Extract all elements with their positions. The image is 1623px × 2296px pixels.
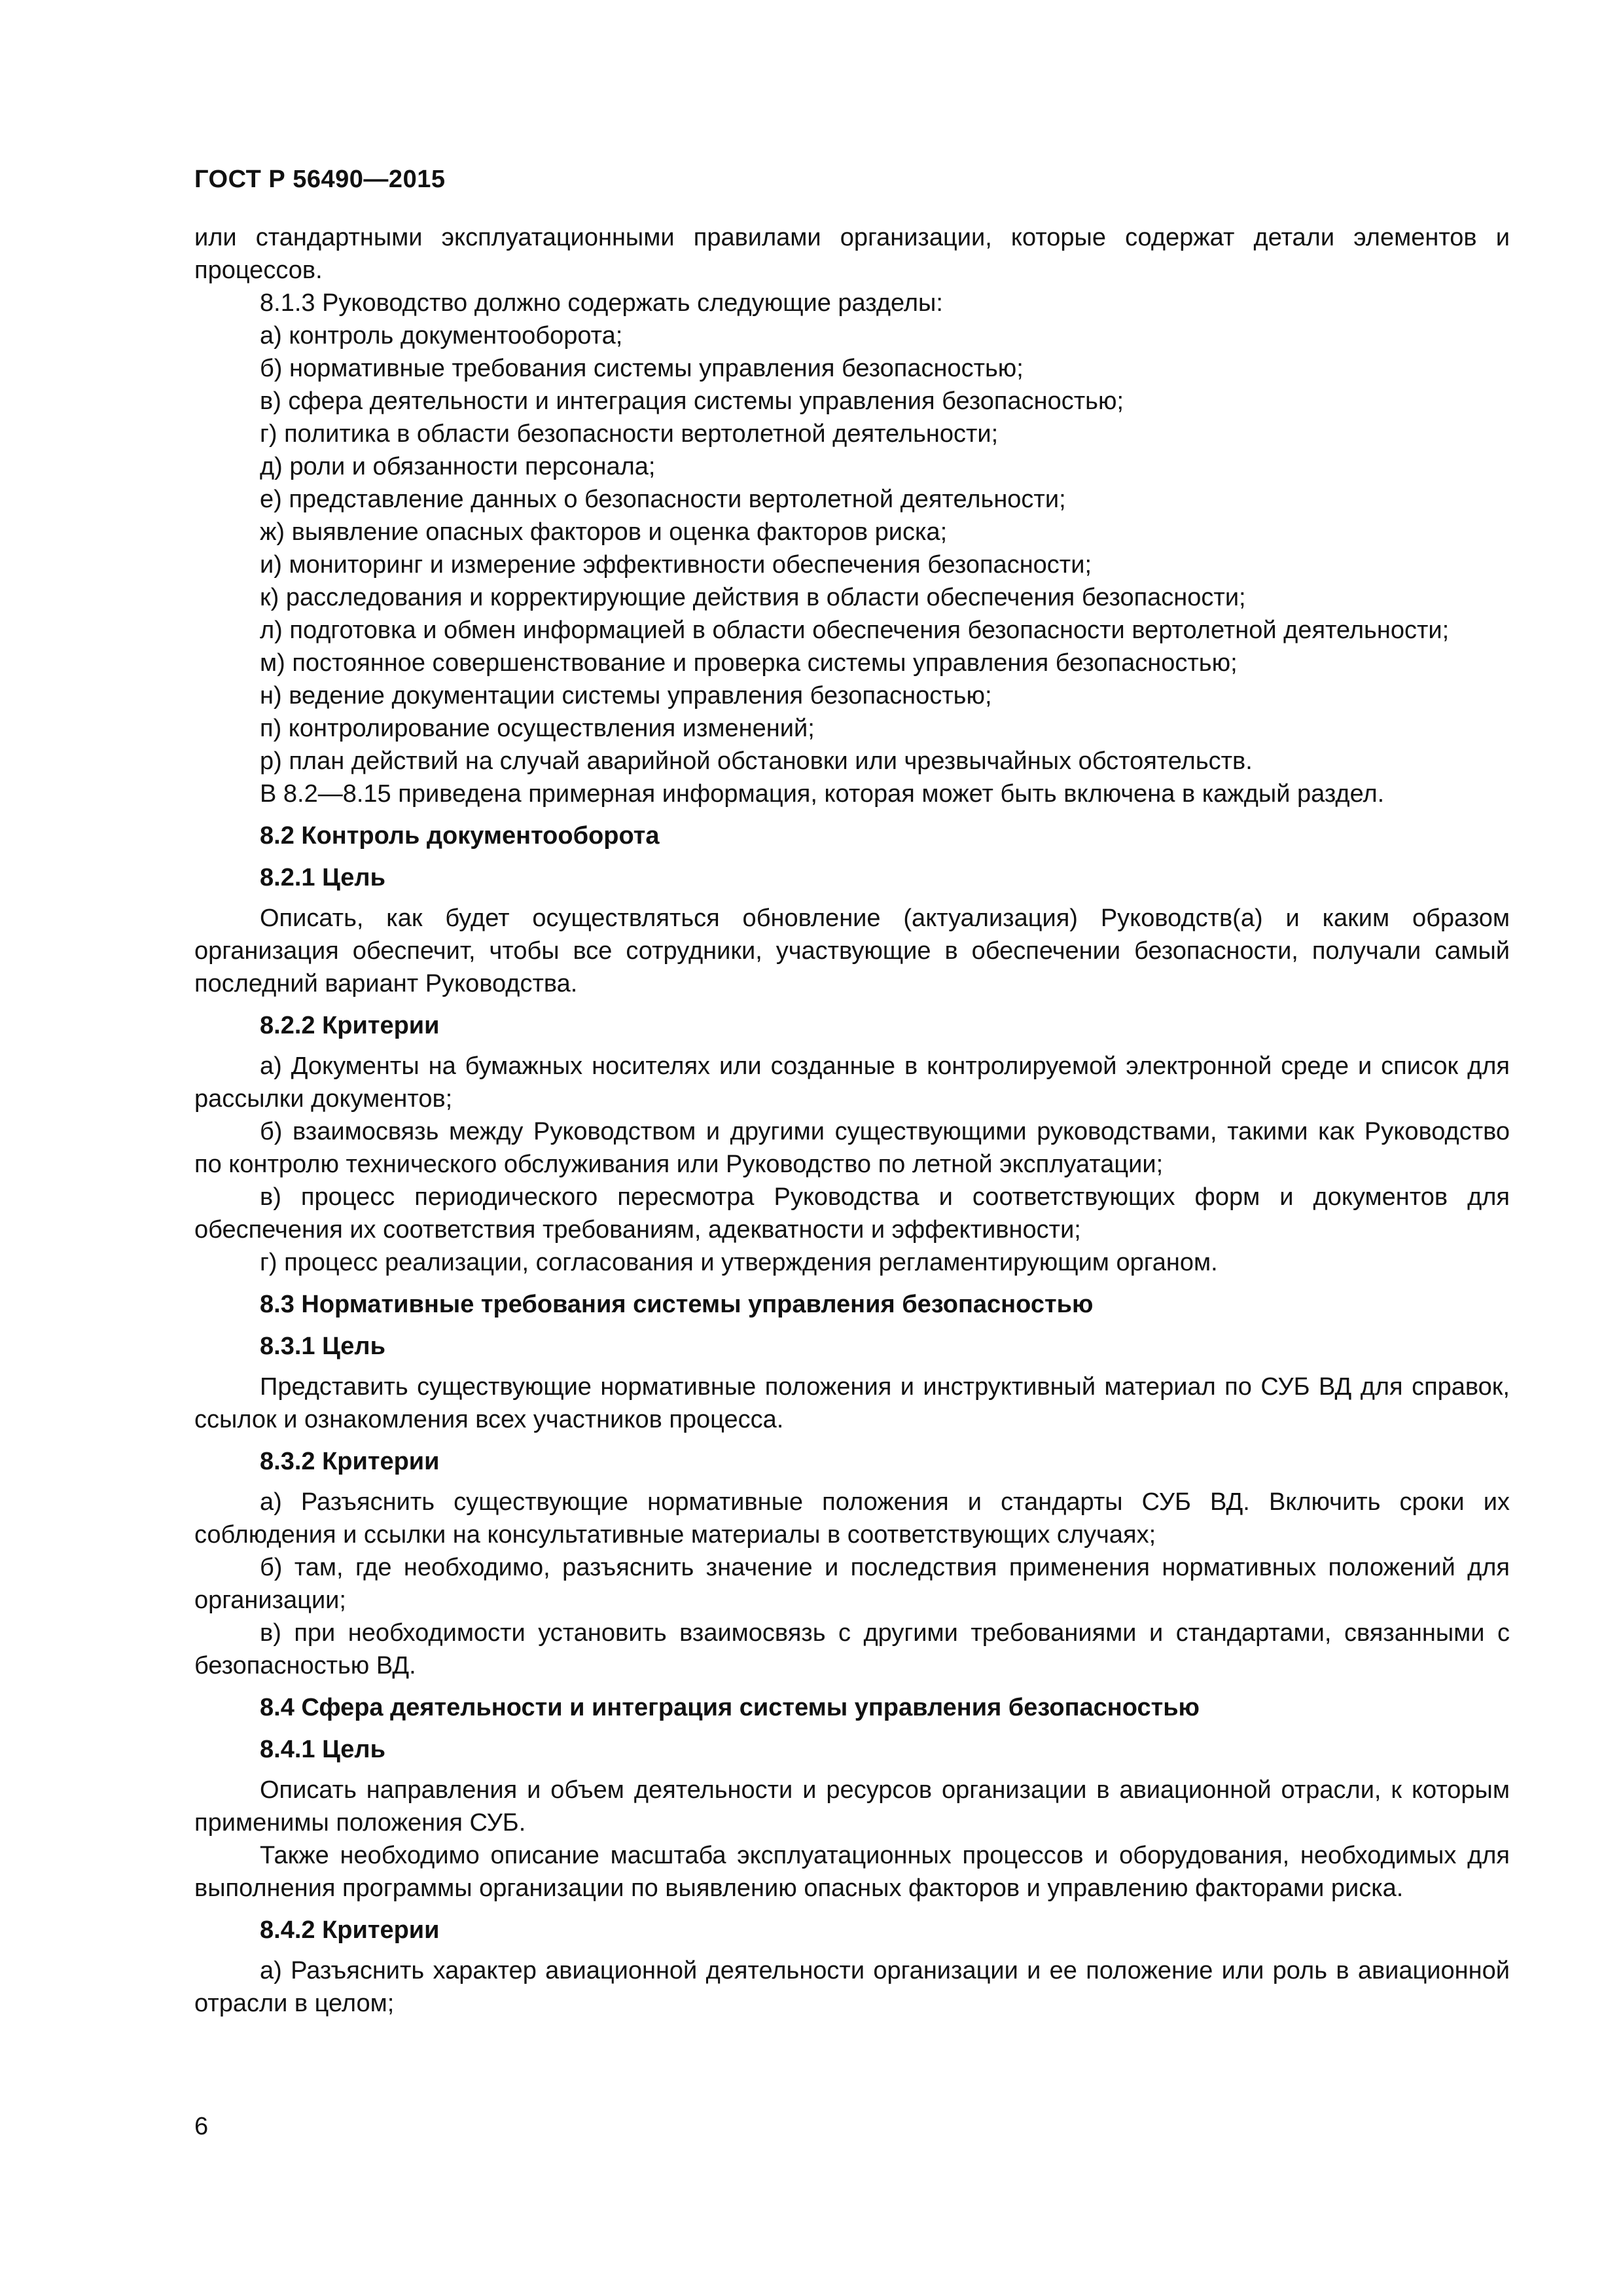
list-item: в) процесс периодического пересмотра Руководства и соответствующих форм и документов для обеспечения их соответствия требованиям, адекватности и эффективности; xyxy=(194,1183,1510,1244)
list-item: г) политика в области безопасности вертолетной деятельности; xyxy=(260,420,999,448)
list-item: п) контролирование осуществления изменений; xyxy=(260,715,815,742)
list-item: и) мониторинг и измерение эффективности обеспечения безопасности; xyxy=(260,551,1092,579)
subsection-heading-8-2-1: 8.2.1 Цель xyxy=(260,864,385,891)
paragraph: или стандартными эксплуатационными правилами организации, которые содержат детали элементов и процессов. xyxy=(194,224,1510,284)
list-item: ж) выявление опасных факторов и оценка факторов риска; xyxy=(260,518,948,546)
subsection-heading-8-4-1: 8.4.1 Цель xyxy=(260,1736,385,1763)
list-item: г) процесс реализации, согласования и утверждения регламентирующим органом. xyxy=(260,1249,1218,1276)
document-header: ГОСТ Р 56490—2015 xyxy=(194,166,446,193)
paragraph: В 8.2—8.15 приведена примерная информация, которая может быть включена в каждый раздел. xyxy=(260,780,1385,808)
paragraph: Также необходимо описание масштаба эксплуатационных процессов и оборудования, необходимых для выполнения программы организации по выявлению опасных факторов и управлению факторами риска. xyxy=(194,1842,1510,1902)
page-number: 6 xyxy=(194,2113,209,2140)
subsection-heading-8-3-1: 8.3.1 Цель xyxy=(260,1333,385,1360)
list-item: а) Документы на бумажных носителях или созданные в контролируемой электронной среде и список для рассылки документов; xyxy=(194,1052,1510,1113)
document-body xyxy=(194,221,1510,2020)
section-heading-8-4: 8.4 Сфера деятельности и интеграция системы управления безопасностью xyxy=(260,1694,1200,1721)
list-item: к) расследования и корректирующие действия в области обеспечения безопасности; xyxy=(260,584,1246,611)
list-item: а) Разъяснить существующие нормативные положения и стандарты СУБ ВД. Включить сроки их соблюдения и ссылки на консультативные материалы в соответствующих случаях; xyxy=(194,1488,1510,1549)
list-item: н) ведение документации системы управления безопасностью; xyxy=(260,682,992,709)
subsection-heading-8-4-2: 8.4.2 Критерии xyxy=(260,1916,440,1944)
list-item: м) постоянное совершенствование и проверка системы управления безопасностью; xyxy=(260,649,1238,677)
list-item: в) сфера деятельности и интеграция системы управления безопасностью; xyxy=(260,387,1124,415)
list-item: д) роли и обязанности персонала; xyxy=(260,453,656,480)
list-item: а) контроль документооборота; xyxy=(260,322,623,350)
paragraph: Описать, как будет осуществляться обновление (актуализация) Руководств(а) и каким образом организация обеспечит, чтобы все сотрудники, участвующие в обеспечении безопасности, получали самый последний вариант Руководства. xyxy=(194,905,1510,997)
subsection-heading-8-3-2: 8.3.2 Критерии xyxy=(260,1448,440,1475)
paragraph: 8.1.3 Руководство должно содержать следующие разделы: xyxy=(260,289,943,317)
list-item: б) там, где необходимо, разъяснить значение и последствия применения нормативных положений для организации; xyxy=(194,1554,1510,1614)
section-heading-8-3: 8.3 Нормативные требования системы управления безопасностью xyxy=(260,1291,1094,1318)
paragraph: Описать направления и объем деятельности и ресурсов организации в авиационной отрасли, к которым применимы положения СУБ. xyxy=(194,1776,1510,1837)
list-item: л) подготовка и обмен информацией в области обеспечения безопасности вертолетной деятельности; xyxy=(260,617,1450,644)
list-item: б) нормативные требования системы управления безопасностью; xyxy=(260,355,1024,382)
section-heading-8-2: 8.2 Контроль документооборота xyxy=(260,822,660,850)
list-item: а) Разъяснить характер авиационной деятельности организации и ее положение или роль в авиационной отрасли в целом; xyxy=(194,1957,1510,2017)
subsection-heading-8-2-2: 8.2.2 Критерии xyxy=(260,1012,440,1039)
list-item: р) план действий на случай аварийной обстановки или чрезвычайных обстоятельств. xyxy=(260,747,1253,775)
list-item: в) при необходимости установить взаимосвязь с другими требованиями и стандартами, связанными с безопасностью ВД. xyxy=(194,1619,1510,1679)
paragraph: Представить существующие нормативные положения и инструктивный материал по СУБ ВД для справок, ссылок и ознакомления всех участников процесса. xyxy=(194,1373,1510,1433)
list-item: б) взаимосвязь между Руководством и другими существующими руководствами, такими как Руководство по контролю технического обслуживания или Руководство по летной эксплуатации; xyxy=(194,1118,1510,1178)
list-item: е) представление данных о безопасности вертолетной деятельности; xyxy=(260,486,1066,513)
document-page xyxy=(194,164,1510,2020)
